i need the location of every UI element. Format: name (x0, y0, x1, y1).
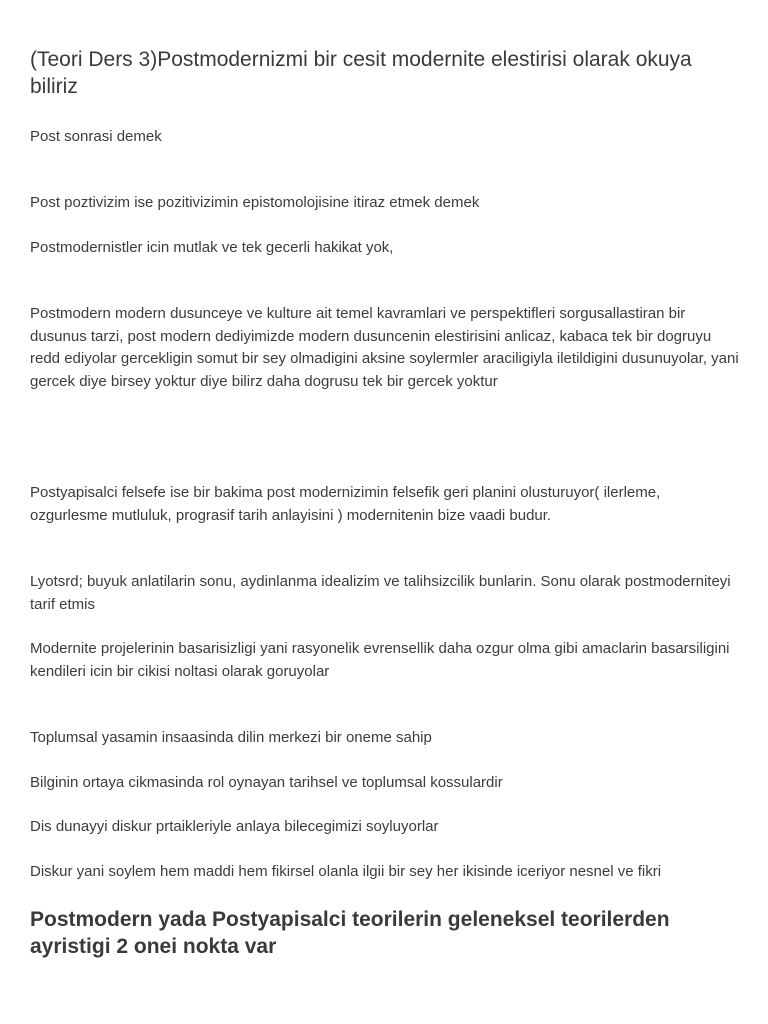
paragraph-modernity-projects: Modernite projelerinin basarisizligi yani rasyonelik evrensellik daha ozgur olma gibi amaclarin basarsiligini kendileri icin bir cikisi noltasi olarak goruyolar (30, 640, 730, 680)
paragraph-discourse-definition: Diskur yani soylem hem maddi hem fikirsel olanla ilgii bir sey her ikisinde iceriyor nesnel ve fikri (30, 863, 662, 880)
paragraph-discourse-practices: Dis dunayyi diskur prtaikleriyle anlaya bilecegimizi soyluyorlar (30, 818, 439, 835)
paragraph-postmodern-definition: Postmodern modern dusunceye ve kulture ait temel kavramlari ve perspektifleri sorgusallastiran bir dusunus tarzi, post modern dediyimizde modern dusuncenin elestirisini anlicaz, kabaca tek bir dogruyu redd ediyolar gercekligin somut bir sey olmadigini aksine soylermler araciligiyla iletildigini dusunuyolar, yani gercek diye birsey yoktur diye bilirz daha dogrusu tek bir gercek yoktur (30, 305, 739, 390)
paragraph-no-absolute-truth: Postmodernistler icin mutlak ve tek gecerli hakikat yok, (30, 239, 394, 256)
paragraph-lyotard: Lyotsrd; buyuk anlatilarin sonu, aydinlanma idealizim ve talihsizcilik bunlarin. Sonu olarak postmoderniteyi tarif etmis (30, 573, 731, 613)
paragraph-post-positivism: Post poztivizim ise pozitivizimin epistomolojisine itiraz etmek demek (30, 194, 480, 211)
paragraph-post-meaning: Post sonrasi demek (30, 128, 162, 145)
paragraph-knowledge-conditions: Bilginin ortaya cikmasinda rol oynayan tarihsel ve toplumsal kossulardir (30, 774, 503, 791)
note-title: (Teori Ders 3)Postmodernizmi bir cesit modernite elestirisi olarak okuya biliriz (30, 48, 692, 98)
paragraph-language: Toplumsal yasamin insaasinda dilin merkezi bir oneme sahip (30, 729, 432, 746)
paragraph-poststructuralism: Postyapisalci felsefe ise bir bakima post modernizimin felsefik geri planini olusturuyor( ilerleme, ozgurlesme mutluluk, prograsif tarih anlayisini ) modernitenin bize vaadi budur. (30, 484, 661, 524)
section-heading: Postmodern yada Postyapisalci teorilerin geleneksel teorilerden ayristigi 2 onei nokta var (30, 908, 670, 958)
